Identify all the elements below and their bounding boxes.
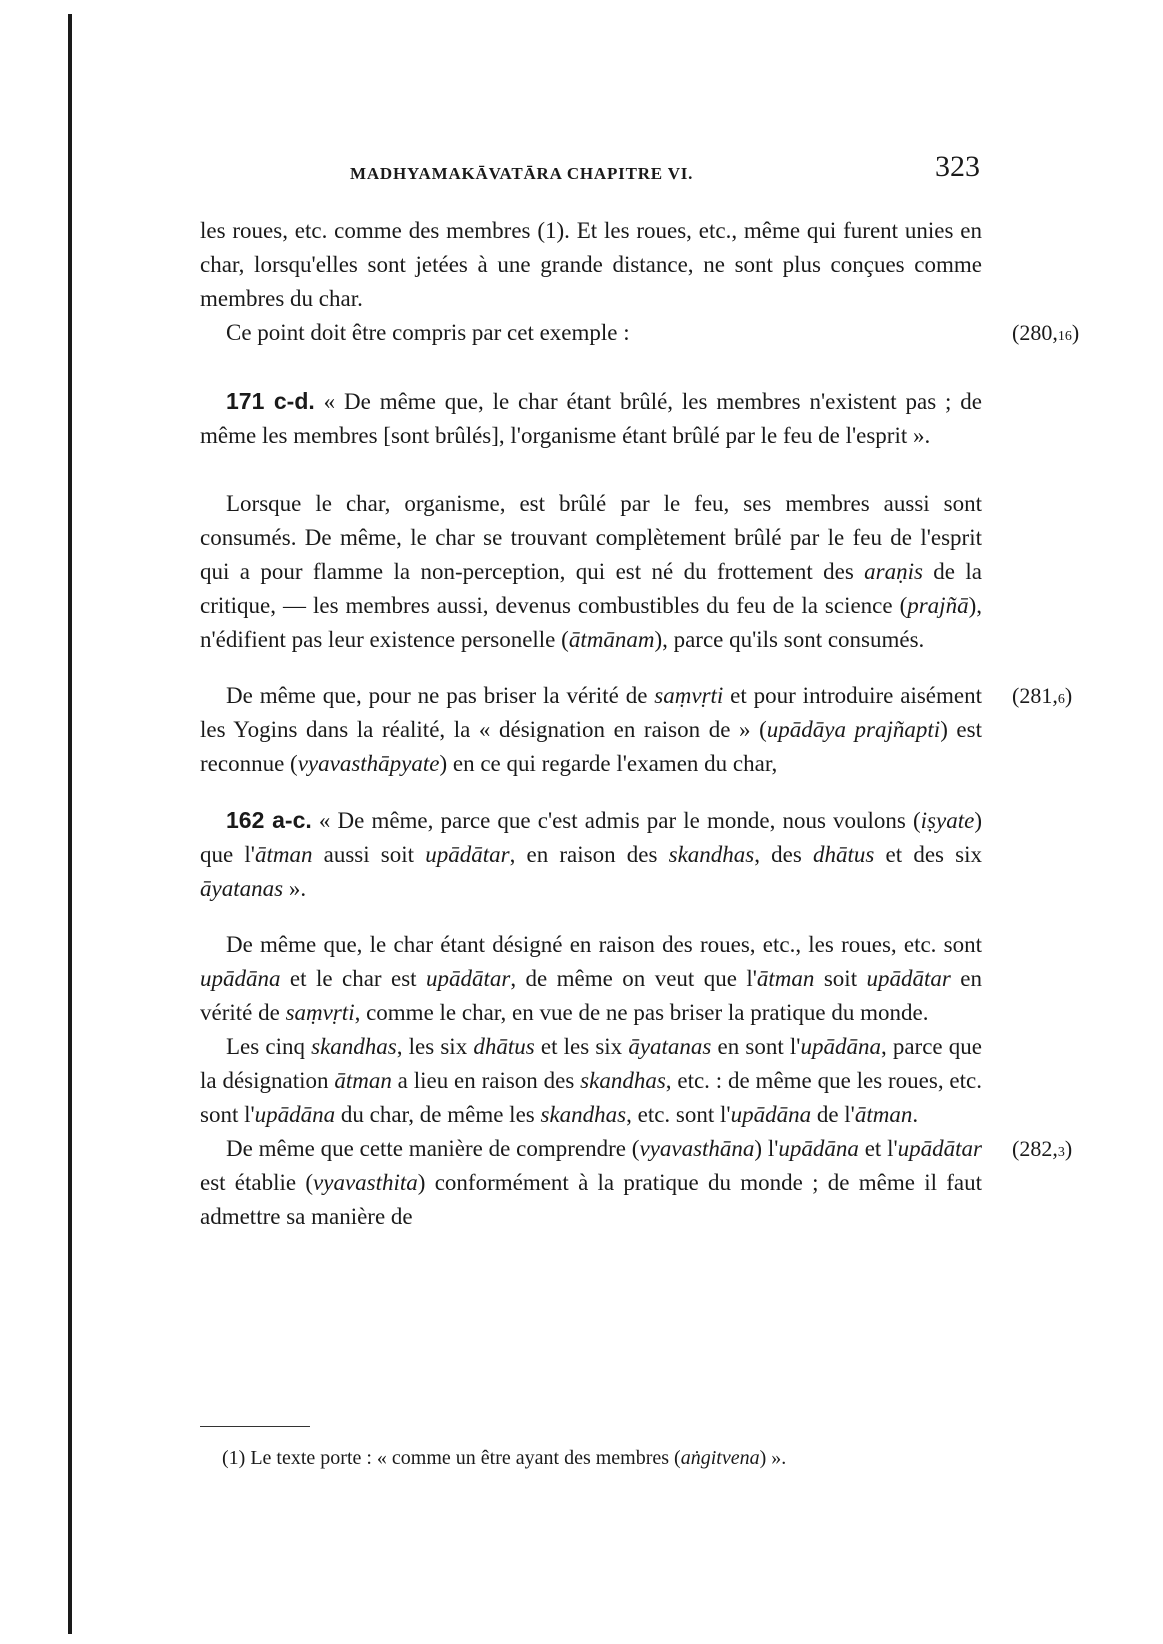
binding-line <box>68 14 72 1634</box>
paragraph-4: De même que, pour ne pas briser la vérité de saṃvṛti et pour introduire aisément les Yogins dans la réalité, la « désignation en raison de » (upādāya prajñapti) est reconnue (vyavasthāpyate) en ce qui regarde l'examen du char, (281,6) <box>200 679 982 781</box>
footnote-1: (1) Le texte porte : « comme un être ayant des membres (aṅgitvena) ». <box>222 1447 787 1469</box>
footnote-divider <box>200 1426 310 1427</box>
paragraph-7: De même que cette manière de comprendre (vyavasthāna) l'upādāna et l'upādātar est établie (vyavasthita) conformément à la pratique du monde ; de même il faut admettre sa manière de (282,3) <box>200 1132 982 1234</box>
running-title: MADHYAMAKĀVATĀRA CHAPITRE VI. <box>350 164 694 183</box>
paragraph-3: Lorsque le char, organisme, est brûlé par le feu, ses membres aussi sont consumés. De même, le char se trouvant complètement brûlé par le feu de l'esprit qui a pour flamme la non-perception, qui est né du frottement des araṇis de la critique, — les membres aussi, devenus combustibles du feu de la science (prajñā), n'édifient pas leur existence personelle (ātmānam), parce qu'ils sont consumés. <box>200 491 982 652</box>
source-ref-280-16: (280,16) <box>1012 320 1080 345</box>
paragraph-6: Les cinq skandhas, les six dhātus et les six āyatanas en sont l'upādāna, parce que la désignation ātman a lieu en raison des skandhas, etc. : de même que les roues, etc. sont l'upādāna du char, de même les skandhas, etc. sont l'upādāna de l'ātman. <box>200 1034 982 1127</box>
main-text <box>200 214 1080 1234</box>
page-header <box>200 150 980 190</box>
page-number: 323 <box>935 150 980 183</box>
verse-162-ac: 162 a-c. « De même, parce que c'est admis par le monde, nous voulons (iṣyate) que l'ātman aussi soit upādātar, en raison des skandhas, des dhātus et des six āyatanas ». <box>200 807 983 901</box>
verse-number: 162 a-c. <box>226 807 312 833</box>
verse-171-cd: 171 c-d. « De même que, le char étant brûlé, les membres n'existent pas ; de même les membres [sont brûlés], l'organisme étant brûlé par le feu de l'esprit ». <box>200 388 983 448</box>
source-ref-282-3: (282,3) <box>1012 1136 1073 1161</box>
paragraph-1: les roues, etc. comme des membres (1). Et les roues, etc., même qui furent unies en char, lorsqu'elles sont jetées à une grande distance, ne sont plus conçues comme membres du char. <box>200 218 982 311</box>
source-ref-281-6: (281,6) <box>1012 683 1073 708</box>
paragraph-5: De même que, le char étant désigné en raison des roues, etc., les roues, etc. sont upādāna et le char est upādātar, de même on veut que l'ātman soit upādātar en vérité de saṃvṛti, comme le char, en vue de ne pas briser la pratique du monde. <box>200 932 982 1025</box>
verse-number: 171 c-d. <box>226 388 315 414</box>
paragraph-2: Ce point doit être compris par cet exemple : (280,16) <box>200 316 982 350</box>
